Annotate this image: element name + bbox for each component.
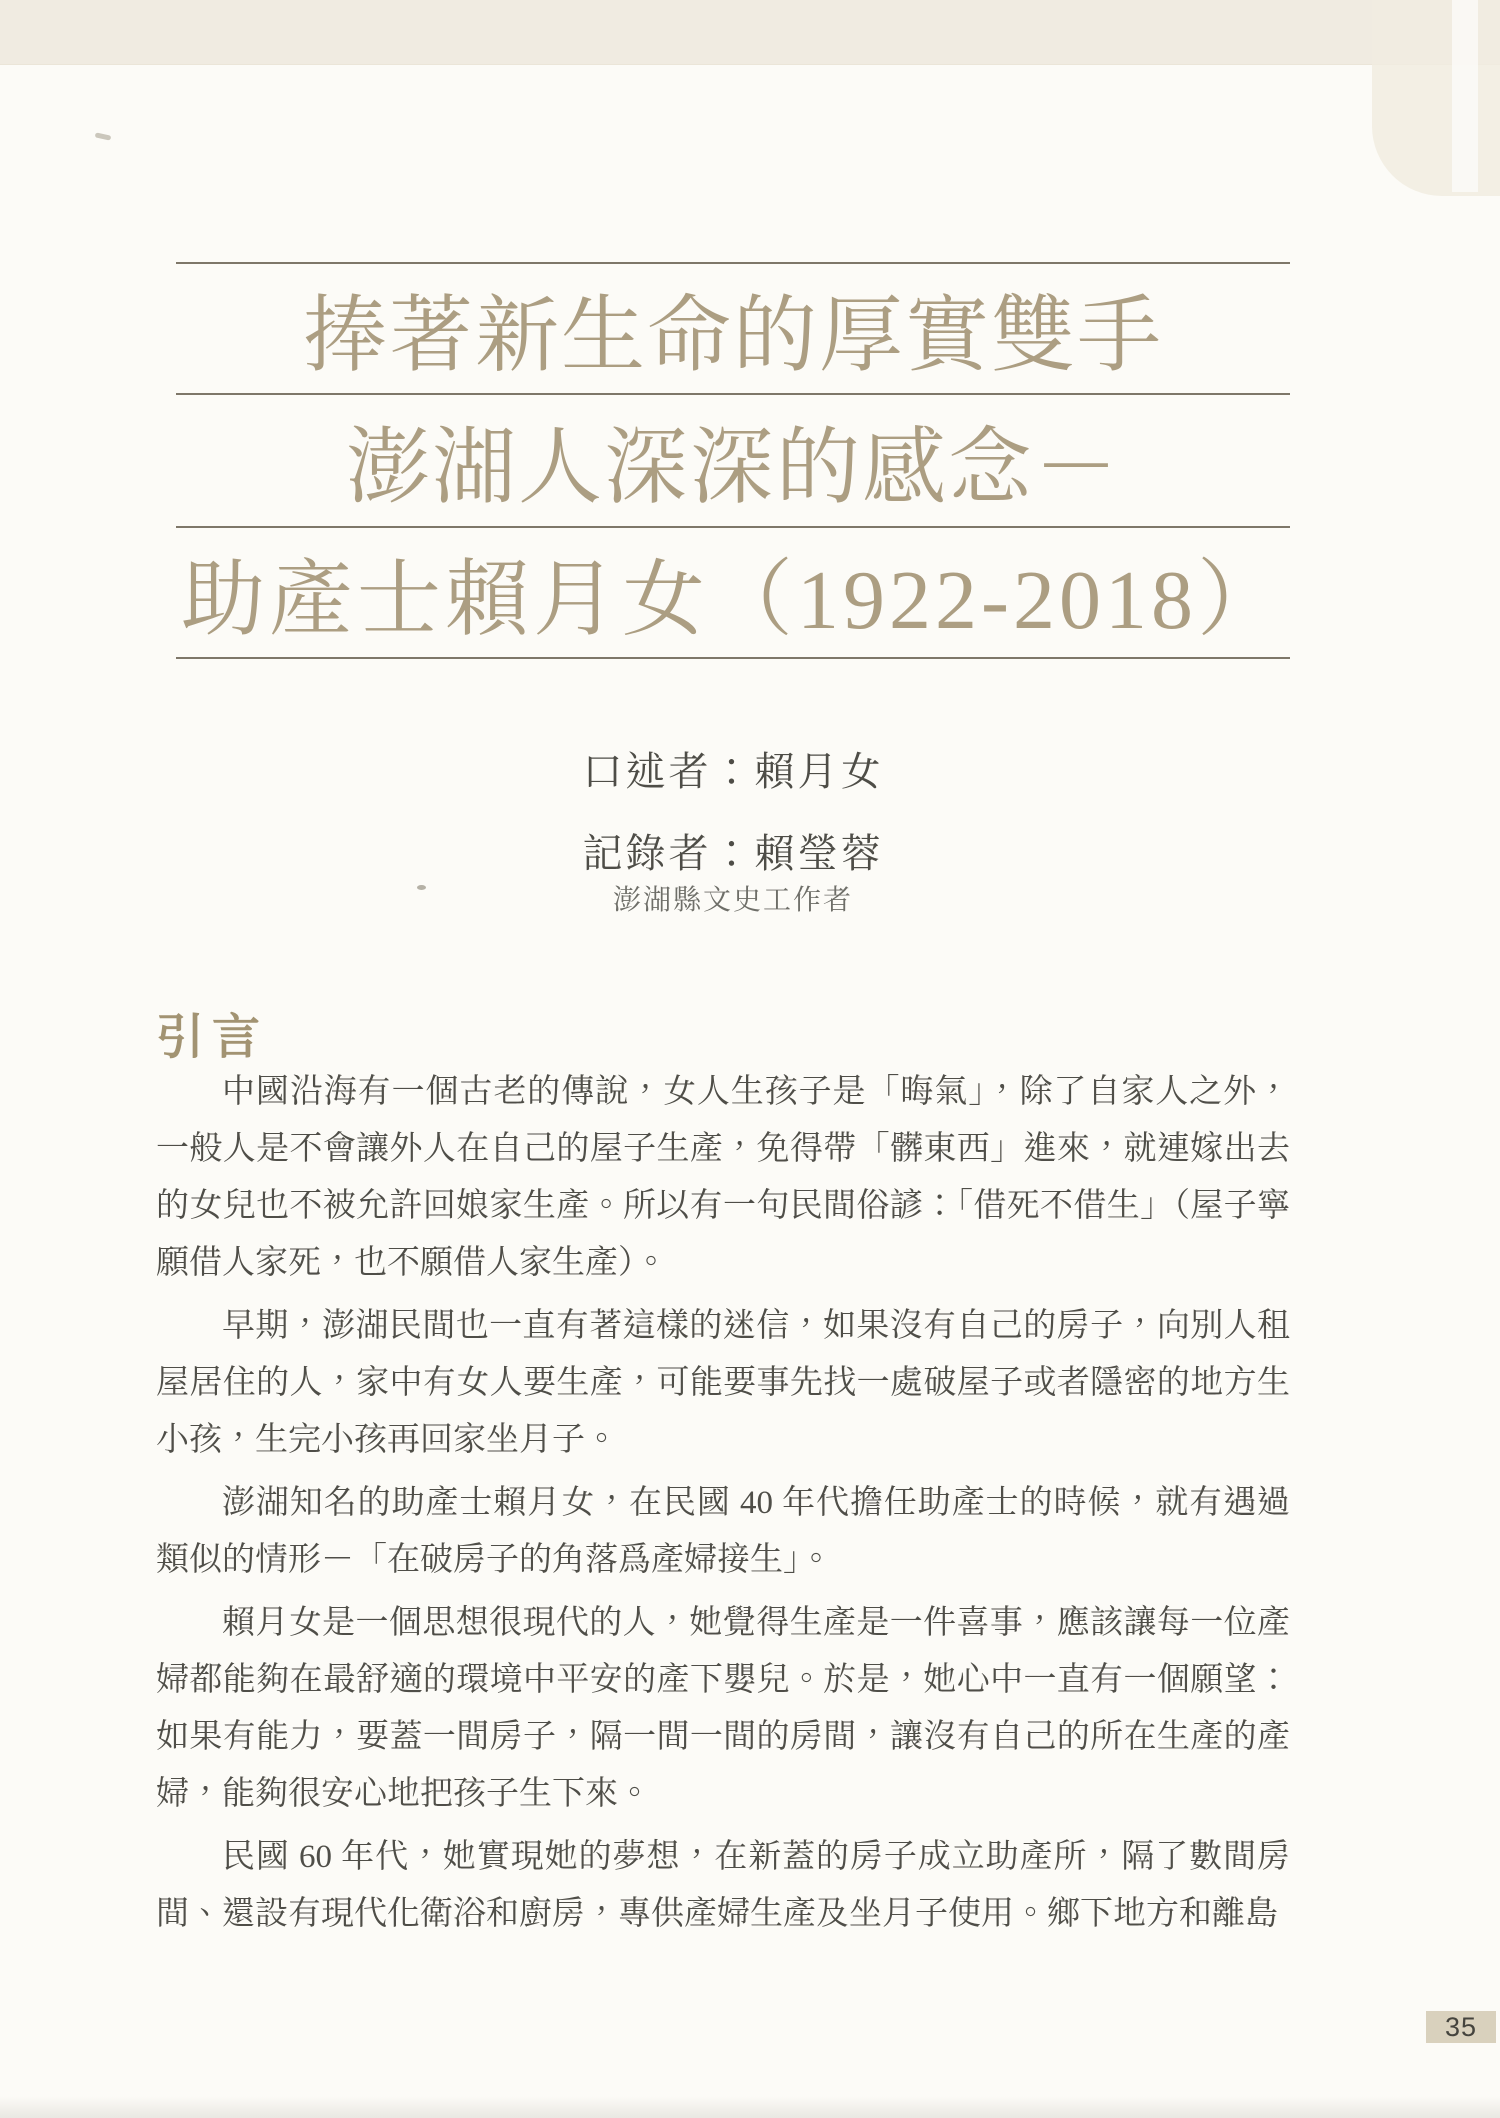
article-title-line-2: 澎湖人深深的感念－ bbox=[176, 393, 1290, 526]
article-title-block bbox=[176, 262, 1290, 659]
byline-narrator: 口述者：賴月女 bbox=[582, 749, 884, 794]
article-title-line-1: 捧著新生命的厚實雙手 bbox=[176, 262, 1290, 393]
scan-edge-top-right bbox=[1372, 0, 1500, 196]
paragraph: 民國 60 年代，她實現她的夢想，在新蓋的房子成立助產所，隔了數間房間、還設有現代化衛浴和廚房，專供產婦生產及坐月子使用。鄉下地方和離島 bbox=[156, 1839, 1290, 1932]
page-number-badge bbox=[1426, 2011, 1496, 2043]
article-body bbox=[156, 1064, 1290, 1949]
paragraph: 賴月女是一個思想很現代的人，她覺得生產是一件喜事，應該讓每一位產婦都能夠在最舒適的環境中平安的產下嬰兒。於是，她心中一直有一個願望：如果有能力，要蓋一間房子，隔一間一間的房間，讓沒有自己的所在生產的產婦，能夠很安心地把孩子生下來。 bbox=[156, 1605, 1290, 1812]
paragraph: 澎湖知名的助產士賴月女，在民國 40 年代擔任助產士的時候，就有遇過類似的情形－「在破房子的角落爲產婦接生」。 bbox=[156, 1485, 1290, 1578]
paragraph: 中國沿海有一個古老的傳說，女人生孩子是「晦氣」，除了自家人之外，一般人是不會讓外人在自己的屋子生產，免得帶「髒東西」進來，就連嫁出去的女兒也不被允許回娘家生產。所以有一句民間俗諺：「借死不借生」（屋子寧願借人家死，也不願借人家生產）。 bbox=[156, 1074, 1290, 1281]
scan-edge-bottom bbox=[0, 2096, 1500, 2118]
page-number: 35 bbox=[1444, 2011, 1478, 2042]
scan-edge-top bbox=[0, 0, 1500, 65]
article-title-line-3: 助產士賴月女（1922-2018） bbox=[176, 526, 1290, 657]
scan-highlight-strip bbox=[1452, 0, 1478, 192]
scan-speck bbox=[95, 132, 112, 140]
byline-recorder: 記錄者：賴瑩蓉 bbox=[582, 831, 884, 876]
byline-recorder-affiliation: 澎湖縣文史工作者 bbox=[612, 884, 853, 915]
paragraph: 早期，澎湖民間也一直有著這樣的迷信，如果沒有自己的房子，向別人租屋居住的人，家中有女人要生產，可能要事先找一處破屋子或者隱密的地方生小孩，生完小孩再回家坐月子。 bbox=[156, 1308, 1290, 1458]
section-heading-introduction: 引言 bbox=[156, 1009, 269, 1065]
